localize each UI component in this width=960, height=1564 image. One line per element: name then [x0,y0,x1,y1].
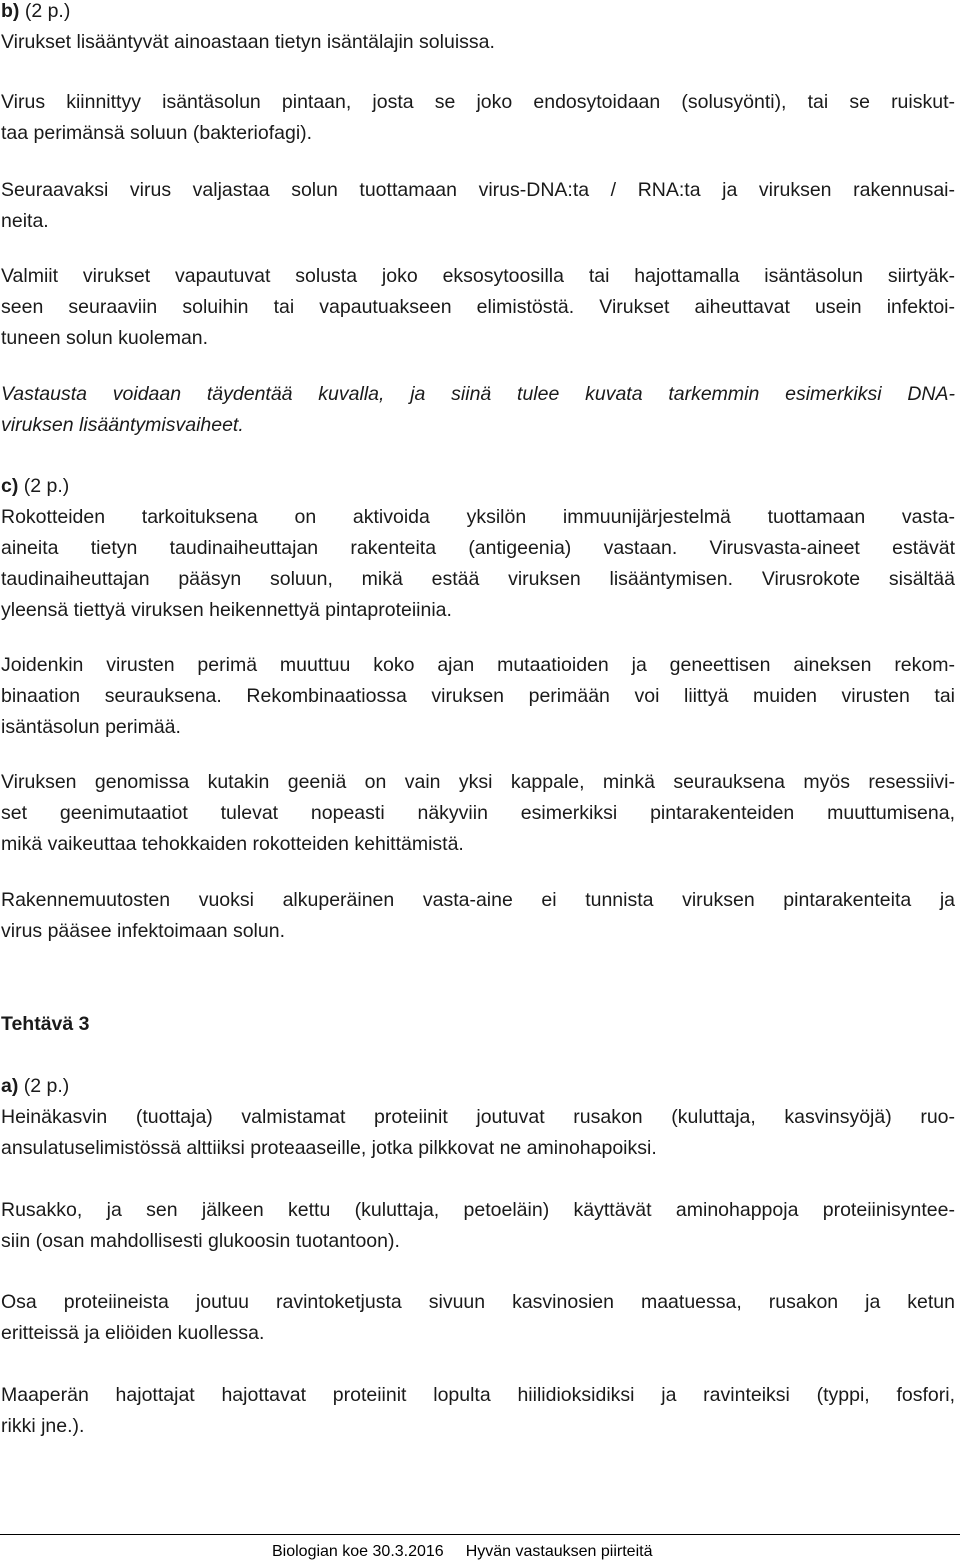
text-line: Rusakko, ja sen jälkeen kettu (kuluttaja, petoeläin) käyttävät aminohappoja proteiinisyntee- [1,1199,955,1221]
task-3-heading-block [1,1009,955,1040]
page-footer [272,1540,652,1564]
text-line: mikä vaikeuttaa tehokkaiden rokotteiden kehittämistä. [1,833,464,855]
text-line: Valmiit virukset vapautuvat solusta joko eksosytoosilla tai hajottamalla isäntäsolun siirtyäk- [1,265,955,287]
text-line: Joidenkin virusten perimä muuttuu koko ajan mutaatioiden ja geneettisen aineksen rekom- [1,654,955,676]
text-line: seen seuraaviin soluihin tai vapautuakseen elimistöstä. Virukset aiheuttavat usein infektoi- [1,296,955,318]
task-3-a-points: (2 p.) [18,1075,70,1097]
section-b-header [1,0,955,27]
text-line: Vastausta voidaan täydentää kuvalla, ja siinä tulee kuvata tarkemmin esimerkiksi DNA- [1,383,955,405]
text-line: isäntäsolun perimää. [1,716,181,738]
section-b-paragraph-4 [1,261,955,354]
text-line: binaation seurauksena. Rekombinaatiossa viruksen perimään voi liittyä muiden virusten tai [1,685,955,707]
text-line: Virus kiinnittyy isäntäsolun pintaan, josta se joko endosytoidaan (solusyönti), tai se ruiskut- [1,91,955,113]
text-line: Heinäkasvin (tuottaja) valmistamat proteiinit joutuvat rusakon (kuluttaja, kasvinsyöjä) ruo- [1,1106,955,1128]
section-b-label: b) [1,0,20,22]
text-line: yleensä tiettyä viruksen heikennettyä pintaproteiinia. [1,599,452,621]
section-c-label: c) [1,475,19,497]
task-3-heading: Tehtävä 3 [1,1013,90,1035]
text-line: ansulatuselimistössä alttiiksi proteaaseille, jotka pilkkovat ne aminohapoiksi. [1,1137,657,1159]
footer-note: Hyvän vastauksen piirteitä [465,1543,653,1560]
text-line: Seuraavaksi virus valjastaa solun tuottamaan virus-DNA:ta / RNA:ta ja viruksen rakennusai- [1,179,955,201]
text-line: Maaperän hajottajat hajottavat proteiinit lopulta hiilidioksidiksi ja ravinteiksi (typpi, fosfori, [1,1384,955,1406]
task-3-a [1,1071,955,1164]
text-line: siin (osan mahdollisesti glukoosin tuotantoon). [1,1230,400,1252]
text-line: Virukset lisääntyvät ainoastaan tietyn isäntälajin soluissa. [1,31,495,53]
task-3-paragraph-2 [1,1195,955,1257]
text-line: taudinaiheuttajan pääsyn soluun, mikä estää viruksen lisääntymisen. Virusrokote sisältää [1,568,955,590]
section-b-intro [1,27,955,58]
text-line: neita. [1,210,49,232]
section-b-points: (2 p.) [19,0,71,22]
text-line: viruksen lisääntymisvaiheet. [1,414,244,436]
text-line: Rokotteiden tarkoituksena on aktivoida yksilön immuunijärjestelmä tuottamaan vasta- [1,506,955,528]
section-c-paragraph-4 [1,885,955,947]
text-line: Rakennemuutosten vuoksi alkuperäinen vasta-aine ei tunnista viruksen pintarakenteita ja [1,889,955,911]
task-3-paragraph-3 [1,1287,955,1349]
text-line: aineita tietyn taudinaiheuttajan rakenteita (antigeenia) vastaan. Virusvasta-aineet estävät [1,537,955,559]
section-c [1,471,955,626]
task-3-a-label: a) [1,1075,19,1097]
text-line: tuneen solun kuoleman. [1,327,209,349]
text-line: Osa proteiineista joutuu ravintoketjusta sivuun kasvinosien maatuessa, rusakon ja ketun [1,1291,955,1313]
section-b-paragraph-3 [1,175,955,237]
task-3-paragraph-4 [1,1380,955,1442]
text-line: Viruksen genomissa kutakin geeniä on vain yksi kappale, minkä seurauksena myös resessiivi- [1,771,955,793]
text-line: eritteissä ja eliöiden kuollessa. [1,1322,265,1344]
task-3-a-header [1,1071,955,1102]
section-b-italic-note [1,379,955,441]
text-line: taa perimänsä soluun (bakteriofagi). [1,122,313,144]
footer-exam-title: Biologian koe 30.3.2016 [272,1543,444,1560]
section-c-header [1,471,955,502]
section-b [1,0,955,58]
footer-divider [0,1534,960,1535]
section-b-paragraph-2 [1,87,955,149]
text-line: set geenimutaatiot tulevat nopeasti näkyviin esimerkiksi pintarakenteiden muuttumisena, [1,802,955,824]
text-line: virus pääsee infektoimaan solun. [1,920,285,942]
section-c-points: (2 p.) [18,475,70,497]
section-c-paragraph-3 [1,767,955,860]
section-c-paragraph-2 [1,650,955,743]
text-line: rikki jne.). [1,1415,85,1437]
